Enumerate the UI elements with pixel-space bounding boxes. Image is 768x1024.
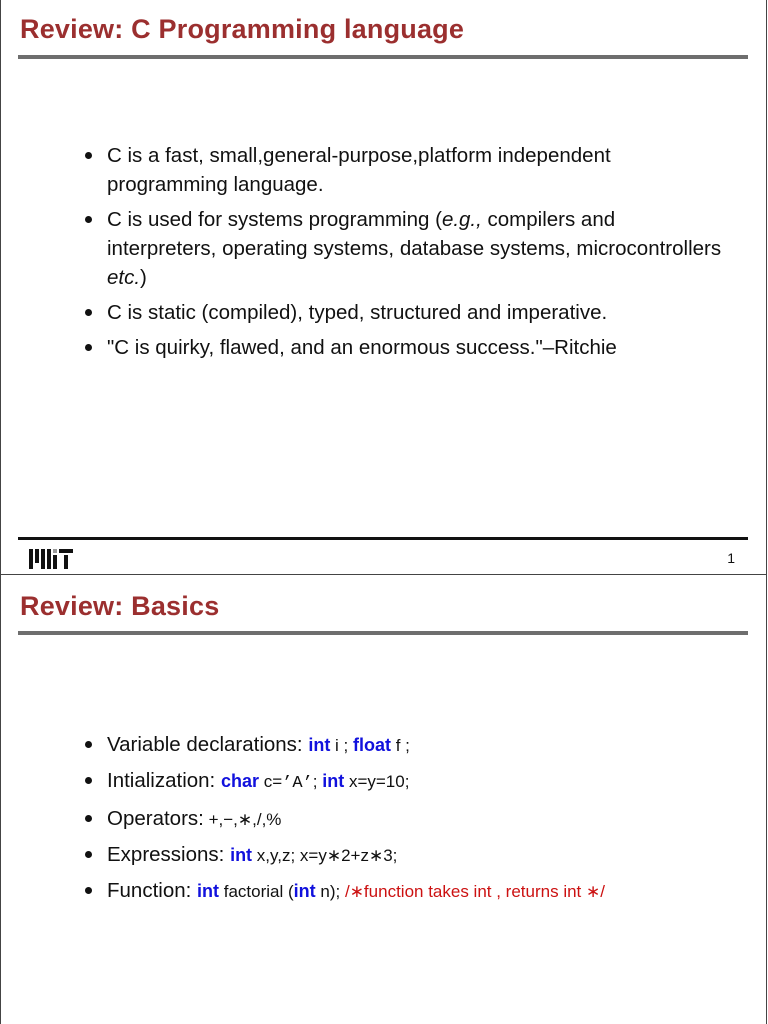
bullet-icon [85,344,92,351]
title-rule [18,631,748,635]
keyword: float [353,735,391,755]
bullet-item: Variable declarations: int i ; float f ; [83,730,723,760]
keyword: char [220,771,259,791]
bullet-item: Expressions: int x,y,z; x=y∗2+z∗3; [83,840,723,870]
bullet-item: C is a fast, small,general-purpose,platform independent programming language. [83,141,723,199]
bullet-icon [85,815,92,822]
bullet-icon [85,741,92,748]
page-number: 1 [727,550,735,566]
footer-rule [18,537,748,540]
keyword: int [230,845,253,865]
slide-2 [0,575,767,1024]
bullet-icon [85,309,92,316]
bullet-icon [85,152,92,159]
bullet-item: "C is quirky, flawed, and an enormous success."–Ritchie [83,333,723,362]
bullet-item: C is static (compiled), typed, structured and imperative. [83,298,723,327]
bullet-icon [85,887,92,894]
bullet-icon [85,216,92,223]
slide-title: Review: C Programming language [20,14,465,44]
bullet-icon [85,777,92,784]
keyword: int [308,735,331,755]
bullet-list [83,141,723,368]
bullet-item: Function: int factorial (int n); /∗function takes int , returns int ∗/ [83,876,723,906]
bullet-list [83,730,723,912]
code-comment: /∗function takes int , returns int ∗/ [344,882,605,901]
keyword: int [197,881,220,901]
bullet-icon [85,851,92,858]
keyword: int [293,881,316,901]
slide-title: Review: Basics [20,591,220,621]
mit-logo [29,549,75,574]
keyword: int [322,771,345,791]
title-rule [18,55,748,59]
bullet-item: Operators: +,−,∗,/,% [83,804,723,834]
bullet-item: Intialization: char c=’A’; int x=y=10; [83,766,723,798]
bullet-item: C is used for systems programming (e.g., compilers and interpreters, operating systems, database systems, microcontrollers etc.) [83,205,723,292]
